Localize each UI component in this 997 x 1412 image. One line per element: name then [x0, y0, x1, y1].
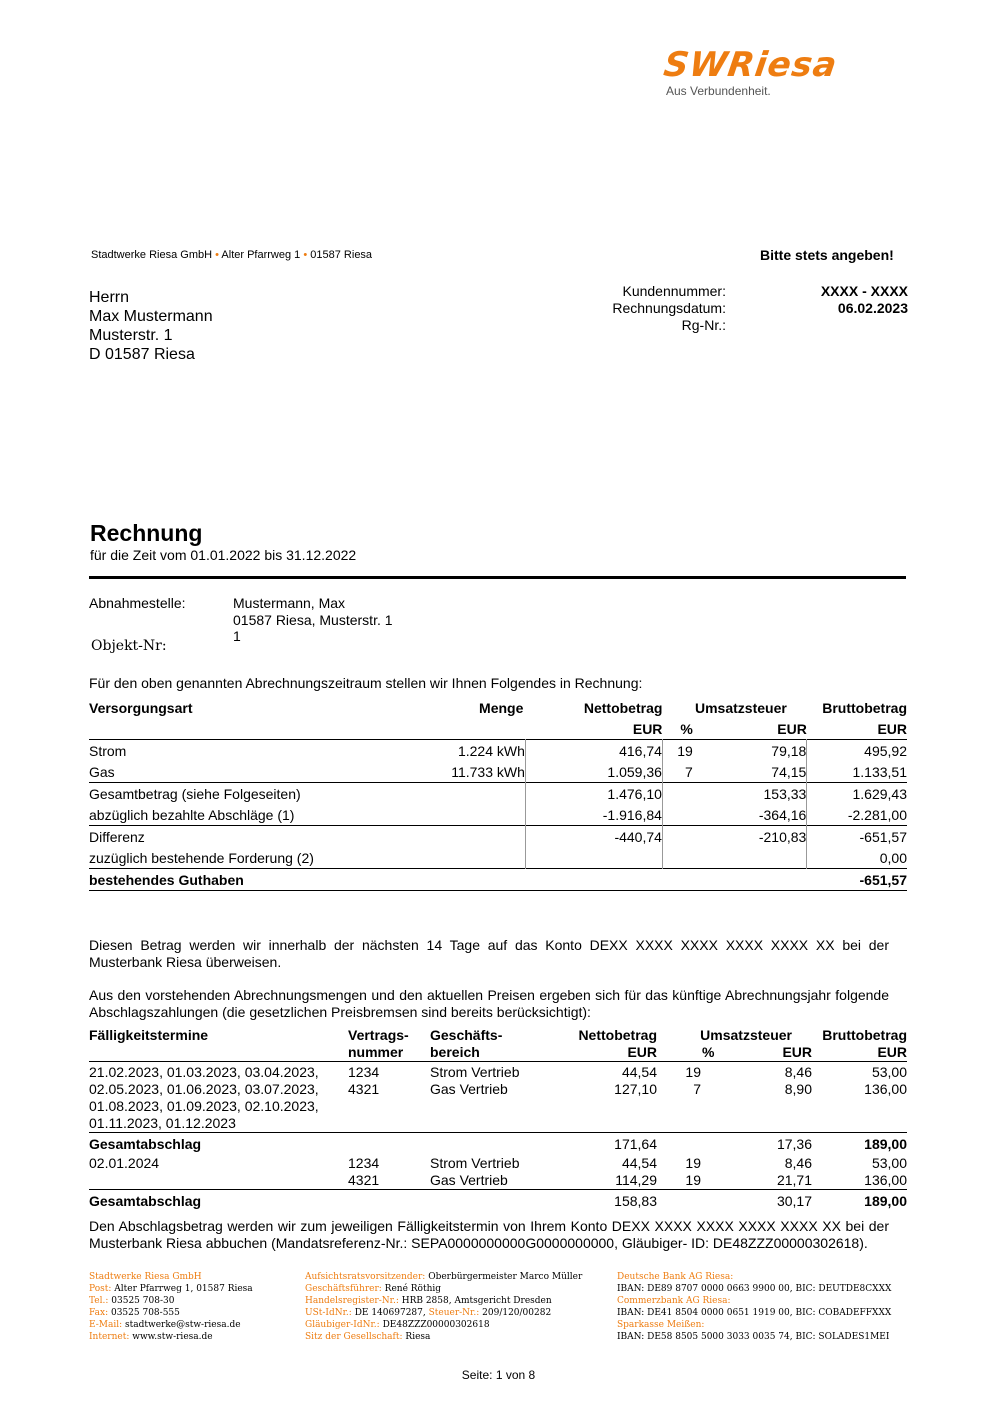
table-row	[89, 740, 907, 762]
invoice-number-label: Rg-Nr.:	[681, 317, 726, 333]
header-net: Nettobetrag	[583, 699, 663, 716]
unit-eur: EUR	[632, 720, 663, 737]
row-net: 416,74	[525, 740, 662, 762]
total-label: Gesamtabschlag	[89, 1193, 202, 1209]
total-net: 158,83	[614, 1193, 657, 1209]
credit-gross: -651,57	[859, 871, 907, 888]
document-title: Rechnung	[90, 520, 203, 546]
footer-website-link[interactable]: www.stw-riesa.de	[132, 1332, 213, 1342]
row-percent: 19	[662, 740, 708, 762]
footer-company-column: Stadtwerke Riesa GmbH Post: Alter Pfarrweg 1, 01587 Riesa Tel.: 03525 708-30 Fax: 03525 708-555 E-Mail: stadtwerke@stw-riesa.de Internet: www.stw-riesa.de	[89, 1272, 253, 1342]
invoice-date-label: Rechnungsdatum:	[612, 300, 726, 316]
total-vat: 17,36	[776, 1136, 812, 1152]
difference-gross: -651,57	[807, 826, 907, 848]
logo-wordmark: SWRiesa	[661, 45, 840, 85]
site-line-3: 1	[233, 628, 241, 644]
recipient-street: Musterstr. 1	[89, 327, 173, 344]
customer-number-label: Kundennummer:	[622, 283, 726, 299]
customer-number-value: XXXX - XXXX	[820, 283, 908, 299]
header-net: Nettobetrag EUR	[578, 1027, 657, 1060]
site-label: Abnahmestelle:	[89, 595, 186, 611]
paid-vat: -364,16	[758, 806, 807, 823]
unit-eur: EUR	[777, 720, 807, 737]
reference-hint: Bitte stets angeben!	[760, 247, 894, 263]
unit-eur: EUR	[877, 720, 907, 737]
schedule-block	[89, 1153, 907, 1190]
total-net: 1.476,10	[525, 783, 662, 805]
row-percent: 7	[662, 761, 708, 783]
header-gross: Bruttobetrag EUR	[822, 1027, 907, 1060]
total-label: Gesamtabschlag	[89, 1136, 202, 1152]
vat-values: 8,46 21,71	[776, 1155, 812, 1188]
header-contract: Vertrags- nummer	[348, 1027, 409, 1060]
header-area: Geschäfts- bereich	[430, 1027, 503, 1060]
billing-period: für die Zeit vom 01.01.2022 bis 31.12.2022	[90, 547, 357, 563]
recipient-name: Max Mustermann	[89, 308, 213, 325]
transfer-paragraph: Diesen Betrag werden wir innerhalb der nächsten 14 Tage auf das Konto DEXX XXXX XXXX XXXX XXXX XX bei der Musterbank Riesa überweisen.	[89, 937, 889, 970]
business-areas: Strom Vertrieb Gas Vertrieb	[430, 1155, 520, 1188]
difference-label: Differenz	[89, 828, 145, 845]
invoice-table	[89, 697, 907, 891]
object-number-label: Objekt-Nr:	[91, 638, 167, 654]
extra-claim-label: zuzüglich bestehende Forderung (2)	[89, 849, 314, 866]
schedule-block	[89, 1062, 907, 1133]
net-values: 44,54 127,10	[614, 1064, 657, 1097]
total-gross: 189,00	[864, 1136, 907, 1152]
row-gross: 1.133,51	[807, 761, 907, 783]
debit-paragraph: Den Abschlagsbetrag werden wir zum jeweiligen Fälligkeitstermin von Ihrem Konto DEXX XXXX XXXX XXXX XXXX XX bei der Musterbank Riesa abbuchen (Mandatsreferenz-Nr.: SEPA0000000000G0000000000, Gläubiger- ID: DE48ZZZ00000302618).	[89, 1218, 889, 1251]
total-row	[89, 783, 907, 805]
header-vat: Umsatzsteuer	[695, 699, 787, 716]
title-divider	[89, 576, 906, 579]
total-net: 171,64	[614, 1136, 657, 1152]
table-row	[89, 761, 907, 783]
credit-row	[89, 869, 907, 891]
paid-label: abzüglich bezahlte Abschläge (1)	[89, 806, 295, 823]
invoice-intro: Für den oben genannten Abrechnungszeitraum stellen wir Ihnen Folgendes in Rechnung:	[89, 675, 643, 691]
due-dates-list: 21.02.2023, 01.03.2023, 03.04.2023, 02.05.2023, 01.06.2023, 03.07.2023, 01.08.2023, 01.09.2023, 02.10.2023, 01.11.2023, 01.12.2023	[89, 1064, 319, 1131]
paid-net: -1.916,84	[525, 804, 662, 826]
meta-values	[760, 283, 908, 317]
table-header-row	[89, 697, 907, 718]
difference-net: -440,74	[525, 826, 662, 848]
row-type: Strom	[89, 742, 127, 759]
header-vat: Umsatzsteuer % EUR	[700, 1027, 812, 1060]
page-number: Seite: 1 von 8	[461, 1368, 536, 1382]
table-header-row	[89, 1027, 907, 1062]
recipient-city: D 01587 Riesa	[89, 346, 195, 363]
header-due-dates: Fälligkeitstermine	[89, 1027, 209, 1043]
difference-row	[89, 826, 907, 848]
separator-dot: •	[215, 249, 219, 261]
header-quantity: Menge	[479, 699, 524, 716]
footer-bank-column: Deutsche Bank AG Riesa: IBAN: DE89 8707 0000 0663 9900 00, BIC: DEUTDE8CXXX Commerzbank AG Riesa: IBAN: DE41 8504 0000 0651 1919 00, BIC: COBADEFFXXX Sparkasse Meißen: IBAN: DE58 8505 5000 3033 0035 74, BIC: SOLADES1MEI	[617, 1272, 892, 1342]
due-date: 02.01.2024	[89, 1155, 160, 1171]
footer-management-column: Aufsichtsratsvorsitzender: Oberbürgermeister Marco Müller Geschäftsführer: René Röthig Handelsregister-Nr.: HRB 2858, Amtsgericht Dresden USt-IdNr.: DE 140697287, Steuer-Nr.: 209/120/00282 Gläubiger-IdNr.: DE48ZZZ00000302618 Sitz der Gesellschaft: Riesa	[305, 1272, 583, 1342]
row-quantity: 11.733 kWh	[451, 763, 525, 780]
paid-gross: -2.281,00	[807, 804, 907, 826]
row-vat: 74,15	[771, 763, 807, 780]
credit-label: bestehendes Guthaben	[89, 871, 244, 888]
footer-email-link[interactable]: stadtwerke@stw-riesa.de	[125, 1320, 241, 1330]
total-vat: 30,17	[776, 1193, 812, 1209]
extra-claim-gross: 0,00	[807, 847, 907, 869]
total-vat: 153,33	[763, 785, 807, 802]
header-gross: Bruttobetrag	[822, 699, 907, 716]
site-line-1: Mustermann, Max	[233, 595, 346, 611]
invoice-date-value: 06.02.2023	[837, 300, 908, 316]
advance-payment-table	[89, 1027, 907, 1210]
sender-street: Alter Pfarrweg 1	[221, 249, 301, 261]
net-values: 44,54 114,29	[615, 1155, 657, 1188]
vat-percents: 19 7	[685, 1064, 701, 1097]
row-vat: 79,18	[771, 742, 807, 759]
vat-values: 8,46 8,90	[784, 1064, 812, 1097]
gross-values: 53,00 136,00	[864, 1155, 907, 1188]
extra-claim-row	[89, 847, 907, 869]
table-unit-row	[89, 718, 907, 740]
row-type: Gas	[89, 763, 115, 780]
site-address	[233, 595, 393, 643]
recipient-address	[89, 288, 213, 364]
total-gross: 1.629,43	[807, 783, 907, 805]
total-label: Gesamtbetrag (siehe Folgeseiten)	[89, 785, 301, 802]
total-row	[89, 1190, 907, 1211]
row-gross: 495,92	[807, 740, 907, 762]
sender-city: 01587 Riesa	[310, 249, 373, 261]
unit-percent: %	[680, 720, 693, 737]
header-type: Versorgungsart	[89, 699, 193, 716]
contract-numbers: 1234 4321	[348, 1155, 380, 1188]
site-line-2: 01587 Riesa, Musterstr. 1	[233, 612, 393, 628]
company-logo	[661, 45, 904, 98]
total-gross: 189,00	[864, 1193, 907, 1209]
paid-row	[89, 804, 907, 826]
meta-labels	[560, 283, 726, 334]
logo-slogan: Aus Verbundenheit.	[666, 84, 771, 98]
recipient-salutation: Herrn	[89, 289, 130, 306]
sender-line	[91, 249, 372, 261]
contract-numbers: 1234 4321	[348, 1064, 380, 1097]
row-net: 1.059,36	[525, 761, 662, 783]
difference-vat: -210,83	[758, 828, 807, 845]
total-row	[89, 1133, 907, 1154]
business-areas: Strom Vertrieb Gas Vertrieb	[430, 1064, 520, 1097]
separator-dot: •	[303, 249, 308, 261]
advance-intro-paragraph: Aus den vorstehenden Abrechnungsmengen und den aktuellen Preisen ergeben sich für das künftige Abrechnungsjahr folgende Abschlagszahlungen (die gesetzlichen Preisbremsen sind bereits berücksichtigt):	[89, 987, 889, 1020]
sender-company: Stadtwerke Riesa GmbH	[91, 249, 213, 261]
row-quantity: 1.224 kWh	[457, 742, 525, 759]
gross-values: 53,00 136,00	[864, 1064, 907, 1097]
vat-percents: 19 19	[685, 1155, 701, 1188]
